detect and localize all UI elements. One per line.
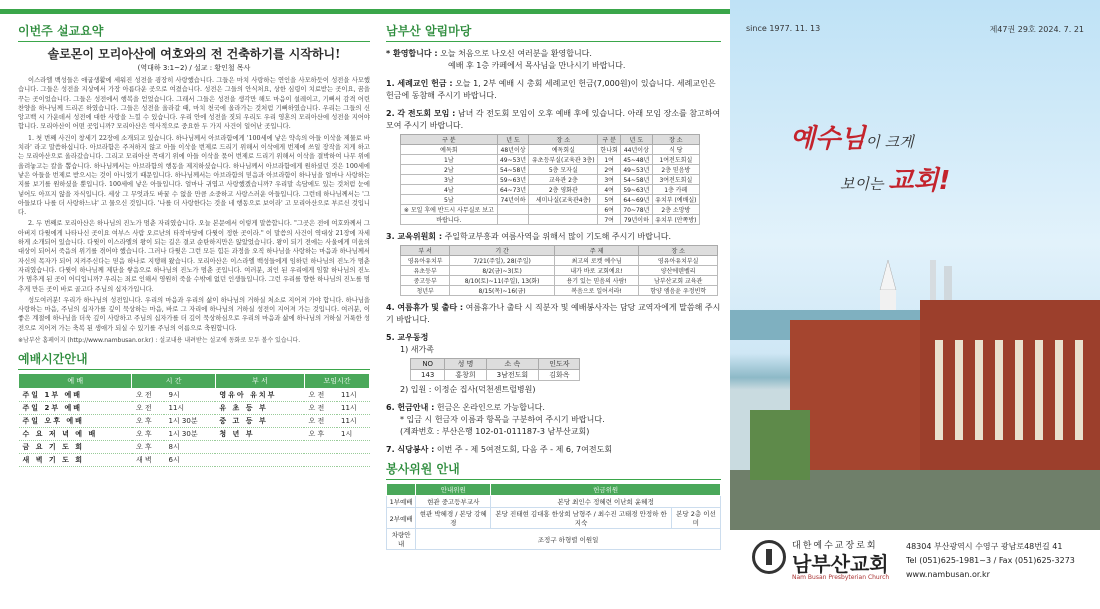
service-table xyxy=(386,483,721,550)
table-cell: 54~58년 xyxy=(621,175,653,185)
service-section-title: 봉사위원 안내 xyxy=(386,460,721,480)
table-cell: 79년이하 xyxy=(621,215,653,225)
item-heading: 1. 세례교인 헌금 : xyxy=(386,79,453,88)
table-cell xyxy=(497,215,529,225)
table-cell: 1시 xyxy=(337,428,369,441)
table-cell: 중고등부 xyxy=(401,276,450,286)
sermon-title: 솔로몬이 모리아산에 여호와의 전 건축하기를 시작하니! xyxy=(47,47,341,61)
table-cell xyxy=(215,441,304,454)
item-text: 이번 주 - 제 5여전도회, 다음 주 - 제 6, 7여전도회 xyxy=(436,445,613,454)
table-row xyxy=(401,155,700,165)
news-item-4 xyxy=(386,302,721,326)
table-header: 구 분 xyxy=(598,135,621,145)
table-row xyxy=(401,145,700,155)
sermon-para: 성도여러분! 우리가 하나님의 성전입니다. 우리의 마음과 우리의 삶이 하나님의 거하실 처소로 지어져 가야 합니다. 하나님을 사랑하는 마음, 주님의 십자가를 깊이 묵상하는 마음, 바로 그 자리에 하나님의 거하실 성전이 지어져 가는 것입니다. 여러분, 이 좋은 계절에 하나님을 더욱 깊이 사랑하고 주님의 십자가를 더 깊이 묵상하심으로 우리의 마음과 삶에 하나님의 거하실 거룩한 성전으로 지어져 가는 축복 된 생애가 되실 수 있기를 주님의 이름으로 축원합니다. xyxy=(18,296,370,332)
sermon-para: 이스라엘 백성들은 애굽생활에 세워진 성전을 굉장히 사랑했습니다. 그들은 마치 사랑하는 연인을 사모하듯이 성전을 사모했습니다. 그들은 성전을 지상에서 가장 아름다운 곳으로 여겼습니다. 성전은 그들의 안식처요, 상한 심령이 치료받는 곳이요, 꿈을 꾸는 곳이었습니다. 그들은 성전에서 행복을 얻었습니다. 그래서 그들은 성전을 생각만 해도 마음이 설레이고, 기뻐서 감격 어린 찬양을 하나님께 드리곤 하였습니다. 그들은 성전을 올라갈 때, 마치 천국에 올라가는 것처럼 기뻐하였습니다. 우리는 그들의 신앙고백 시 가운데서 성전에 대한 사랑을 느낄 수 있습니다. 우리 안에 성전을 짓되 우리도 우리 영혼의 모리아산에 성전을 지어야 합니다. 모리아산이 어떤 곳입니까? 모리아산은 역사적으로 중요한 두 가지 사건이 일어난 곳입니다. xyxy=(18,77,370,131)
slogan-line-1 xyxy=(790,118,914,155)
table-cell: 영유아유치부 xyxy=(401,256,450,266)
table-cell: 3남전도회 xyxy=(486,370,539,381)
table-row xyxy=(387,496,721,508)
table-cell: 세미나실(교육관4층) xyxy=(529,195,598,205)
table-cell: 식 당 xyxy=(652,145,699,155)
table-row xyxy=(401,256,718,266)
item-heading: 5. 교우동정 xyxy=(386,333,429,342)
table-cell: 3여전도회실 xyxy=(652,175,699,185)
table-row xyxy=(19,428,370,441)
table-cell: 예독회 xyxy=(401,145,498,155)
table-cell: 9시 xyxy=(164,389,215,402)
table-cell: 1층 카페 xyxy=(652,185,699,195)
table-cell xyxy=(529,205,598,215)
table-cell: 8/10(토)~11(주일), 13(화) xyxy=(450,276,555,286)
table-cell: 영유아 유치부 xyxy=(215,389,304,402)
table-cell: 2부예배 xyxy=(387,508,416,529)
table-cell xyxy=(337,441,369,454)
table-cell: 54~58년 xyxy=(497,165,529,175)
item-heading: 6. 헌금안내 : xyxy=(386,403,435,412)
table-cell: 6여 xyxy=(598,205,621,215)
table-cell: 오 전 xyxy=(304,389,337,402)
table-header: 부 서 xyxy=(215,374,304,389)
table-cell: 74년이하 xyxy=(497,195,529,205)
table-cell xyxy=(529,215,598,225)
table-cell: 1남 xyxy=(401,155,498,165)
table-cell: 유초등부 xyxy=(401,266,450,276)
table-cell: 11시 xyxy=(337,389,369,402)
table-cell: 5여 xyxy=(598,195,621,205)
table-row xyxy=(19,441,370,454)
table-header: 부 서 xyxy=(401,246,450,256)
table-cell xyxy=(215,454,304,467)
table-cell: 5남 xyxy=(401,195,498,205)
table-cell: 7여 xyxy=(598,215,621,225)
center-column xyxy=(386,22,721,602)
news-item-6 xyxy=(386,402,721,438)
table-cell: 1시 30분 xyxy=(164,428,215,441)
item-heading: 2. 각 전도회 모임 : xyxy=(386,109,456,118)
table-header: 소 속 xyxy=(486,359,539,370)
sermon-section-title: 이번주 설교요약 xyxy=(18,22,370,42)
item-text: * 입금 시 헌금자 이름과 항목을 구분하여 주시기 바랍니다. xyxy=(400,415,605,424)
table-cell: 새 벽 xyxy=(132,454,165,467)
table-cell: 유초등부실(교육관 3층) xyxy=(529,155,598,165)
table-cell: 4남 xyxy=(401,185,498,195)
table-header: 예 배 xyxy=(19,374,132,389)
table-cell: 3여 xyxy=(598,175,621,185)
table-row xyxy=(401,205,700,215)
table-row xyxy=(19,415,370,428)
table-cell: 7/21(주일), 28(주일) xyxy=(450,256,555,266)
table-cell: ※ 모일 후에 반드시 사무실로 보고 xyxy=(401,205,498,215)
table-cell: 64~69년 xyxy=(621,195,653,205)
slogan-part: 예수님 xyxy=(790,124,866,154)
table-cell: 남부산교회 교육관 xyxy=(639,276,718,286)
table-cell: 유치부 (안쪽방) xyxy=(652,215,699,225)
table-row xyxy=(387,529,721,550)
news-item-3 xyxy=(386,231,721,243)
table-cell: 11시 xyxy=(337,415,369,428)
table-cell: 최고의 로켓 예수님 xyxy=(554,256,639,266)
slogan-part: 교회! xyxy=(888,166,951,196)
church-building-illustration xyxy=(730,260,1100,530)
table-cell: 영유아유치부실 xyxy=(639,256,718,266)
slogan-part: 보이는 xyxy=(840,175,889,193)
table-cell: 오 후 xyxy=(132,441,165,454)
church-name: 남부산교회 xyxy=(792,552,889,576)
item-text: (계좌번호 : 부산은행 102-01-011187-3 남부산교회) xyxy=(400,427,590,436)
table-cell: 1부예배 xyxy=(387,496,416,508)
website-link[interactable]: www.nambusan.or.kr xyxy=(906,570,990,579)
table-cell: 2남 xyxy=(401,165,498,175)
item-text: 여름휴가나 출타 시 직분자 및 예배봉사자는 담당 교역자에게 말씀해 주시기 바랍니다. xyxy=(386,303,721,324)
table-cell: 바랍니다. xyxy=(401,215,498,225)
table-cell: 예독회실 xyxy=(529,145,598,155)
summer-program-table xyxy=(400,245,718,296)
news-item-1 xyxy=(386,78,721,102)
table-cell: 5층 모자실 xyxy=(529,165,598,175)
table-cell xyxy=(304,454,337,467)
table-cell: 오 전 xyxy=(132,389,165,402)
table-cell: 내가 바로 교회예요! xyxy=(554,266,639,276)
table-row xyxy=(19,454,370,467)
item-heading: 3. 교육위원회 : xyxy=(386,232,443,241)
news-item-5 xyxy=(386,332,721,356)
table-cell: 중 고 등 부 xyxy=(215,415,304,428)
worship-table xyxy=(18,373,370,467)
table-row xyxy=(401,215,700,225)
welcome-item xyxy=(386,48,721,72)
table-cell: 수 요 저 녁 예 배 xyxy=(19,428,132,441)
table-header: 시 간 xyxy=(132,374,215,389)
table-cell: 8시 xyxy=(164,441,215,454)
table-cell: 70~78년 xyxy=(621,205,653,215)
table-header: 년 도 xyxy=(497,135,529,145)
table-cell: 홍창희 xyxy=(445,370,486,381)
item-text: 오늘 1, 2부 예배 시 총회 세례교인 헌금(7,000원)이 있습니다. 세례교인은 헌금에 동참해 주시기 바랍니다. xyxy=(386,79,716,100)
table-cell: 59~63년 xyxy=(497,175,529,185)
item-text: 예배 후 1층 카페에서 목사님을 만나시기 바랍니다. xyxy=(448,61,626,70)
sermon-body xyxy=(18,76,370,333)
table-cell xyxy=(337,454,369,467)
table-header: 년 도 xyxy=(621,135,653,145)
item-text: 헌금은 온라인으로 가능합니다. xyxy=(436,403,545,412)
table-cell: 오 전 xyxy=(132,402,165,415)
table-cell: 2층 믿음방 xyxy=(652,165,699,175)
church-footer xyxy=(730,530,1100,609)
item-heading: * 환영합니다 : xyxy=(386,49,438,58)
table-cell xyxy=(497,205,529,215)
table-cell: 현관 중고등부교사 xyxy=(416,496,491,508)
table-cell: 2층 소망방 xyxy=(652,205,699,215)
table-header xyxy=(387,484,416,496)
denomination: 대한예수교장로회 xyxy=(792,541,878,551)
table-header: 안내위원 xyxy=(416,484,491,496)
table-cell: 본당 최인수 정혜련 이난희 윤혜정 xyxy=(491,496,721,508)
item-text: 주일학교부흥과 여름사역을 위해서 많이 기도해 주시기 바랍니다. xyxy=(444,232,672,241)
table-cell: 1시 30분 xyxy=(164,415,215,428)
table-row xyxy=(401,165,700,175)
table-cell: 59~63년 xyxy=(621,185,653,195)
worship-section-title: 예배시간안내 xyxy=(18,350,370,370)
table-header: NO xyxy=(411,359,445,370)
table-cell: 차량안내 xyxy=(387,529,416,550)
cover-panel xyxy=(730,0,1100,609)
table-row xyxy=(401,175,700,185)
slogan-line-2 xyxy=(840,160,950,197)
issue-number: 제47권 29호 2024. 7. 21 xyxy=(989,25,1084,34)
table-cell: 본당 2층 이선미 xyxy=(671,508,720,529)
table-cell: 주일 1부 예배 xyxy=(19,389,132,402)
table-cell: 4여 xyxy=(598,185,621,195)
table-cell: 6시 xyxy=(164,454,215,467)
new-member-table xyxy=(410,358,580,381)
table-cell: 11시 xyxy=(164,402,215,415)
table-cell: 용기 있는 믿음의 사람! xyxy=(554,276,639,286)
sermon-scripture: (역대하 3:1~2) / 설교 : 황인철 목사 xyxy=(137,64,251,72)
table-cell: 49~53년 xyxy=(497,155,529,165)
table-cell: 복음으로 일어서라! xyxy=(554,286,639,296)
news-item-7 xyxy=(386,444,721,456)
table-cell: 청 년 부 xyxy=(215,428,304,441)
table-cell: 45~48년 xyxy=(621,155,653,165)
top-green-bar xyxy=(0,0,730,14)
table-cell xyxy=(304,441,337,454)
table-cell: 48년이상 xyxy=(497,145,529,155)
table-cell: 49~53년 xyxy=(621,165,653,175)
news-section-title: 남부산 알림마당 xyxy=(386,22,721,42)
sermon-para: 1. 첫 번째 사건이 창세기 22장에 소개되고 있습니다. 하나님께서 아브라함에게 '100세에 낳은 약속의 아들 이삭을 제물로 바치라' 라고 말씀하십니다. 아브라함은 주저하지 않고 아들 이삭을 번제로 드리기 위해서 이삭에게 번제에 쓰일 장작을 지게 하고는 모리아산으로 올라갔습니다. 그리고 모리아산 꼭대기 위에 아들 이삭을 묶어 번제로 드리기 위해서 이삭을 결박하여 나무 위에 올려놓고는 칼을 뽑습니다. 하나님께서는 아브라함의 행동을 제지하셨습니다. 하나님께서 아브라함에게 원하셨던 것은 100세에 낳은 아들을 번제로 받으시는 것이 아니었기 때문입니다. 하나님께서는 아브라함의 믿음과 아브라함이 하나님을 얼마나 사랑하는지를 보기를 원하셨을 뿐입니다. 100세에 낳은 아들입니다. 얼마나 귀엽고 사랑했겠습니까? 우리말 속담에도 있는 것처럼 눈에 넣어도 아프지 않을 자식입니다. 세상 그 무엇과도 바꿀 수 없을 만큼 소중하고 사랑스러운 아들입니다. 그런데 하나님께서는 '그 아들보다 나를 더 사랑하느냐' 고 물으신 것입니다. '나를 더 사랑한다는 것을 네 행동으로 보이라' 고 모리아산으로 부르신 것입니다. xyxy=(18,134,370,217)
left-column xyxy=(18,22,370,602)
table-cell: 11시 xyxy=(337,402,369,415)
item-heading: 4. 여름휴가 및 출타 : xyxy=(386,303,464,312)
table-header: 성 명 xyxy=(445,359,486,370)
hospital-item: 2) 입원 : 이정순 집사(덕천센트럴병원) xyxy=(400,385,536,394)
table-cell: 새 벽 기 도 회 xyxy=(19,454,132,467)
phone: Tel (051)625-1981~3 / Fax (051)625-3273 xyxy=(906,556,1075,565)
homepage-note: ※남부산 홈페이지 (http://www.nambusan.or.kr) : 설교내용 내려받는 설교에 동화로 모두 볼수 있습니다. xyxy=(18,337,301,345)
table-cell: 오 후 xyxy=(304,428,337,441)
table-cell: 한나회 xyxy=(598,145,621,155)
sermon-para: 2. 두 번째로 모리아산은 하나님의 진노가 멈춘 자리였습니다. 오늘 본문에서 이렇게 말씀합니다. "그곳은 전에 여호와께서 그 아버지 다윗에게 나타나신 곳이요 여부스 사람 오르난의 타작마당에 다윗이 정한 곳이라." 이 말씀의 사건이 역대상 21장에 자세하게 소개되어 있습니다. 다윗이 이스라엘의 왕이 되는 길은 결코 순탄하지만은 않았었습니다. 왕이 되기 전에는 사울에게 미움의 대상이 되어서 죽음의 위기를 겪어야 했습니다. 그러나 다윗은 그런 모든 힘든 과정을 오직 하나님을 사랑하는 마음과 하나님께서 자신의 목자가 되어 지켜주신다는 믿음 하나로 지탱해 왔습니다. 모리아산은 이스라엘 백성들에게 임하던 하나님의 진노가 멈춘 자리였습니다. 다윗이 하나님께 제단을 쌓음으로 하나님의 진노가 멈춘 곳입니다. 여러분, 죄인 된 우리에게 임할 하나님의 진노가 멈추게 된 곳이 어디입니까? 우리는 죄로 인해서 영원히 죽을 수밖에 없던 인생들입니다. 그런 우리를 향한 하나님의 진노를 멈추게 만든 곳이 바로 골고다 주님의 십자가입니다. xyxy=(18,220,370,293)
table-cell: 3남 xyxy=(401,175,498,185)
church-contact xyxy=(906,540,1075,582)
table-cell: 교육관 2층 xyxy=(529,175,598,185)
table-cell: 1여전도회실 xyxy=(652,155,699,165)
table-row xyxy=(19,402,370,415)
table-header: 인도자 xyxy=(539,359,580,370)
table-cell: 오 후 xyxy=(132,415,165,428)
table-cell: 1여 xyxy=(598,155,621,165)
table-cell: 2층 영화관 xyxy=(529,185,598,195)
table-cell: 조정구 하형렬 이원일 xyxy=(416,529,721,550)
table-cell: 양산에덴벨리 xyxy=(639,266,718,276)
table-cell: 143 xyxy=(411,370,445,381)
news-item-2 xyxy=(386,108,721,132)
table-header: 장 소 xyxy=(652,135,699,145)
table-cell: 8/15(목)~16(금) xyxy=(450,286,555,296)
table-cell: 함양 엠음윤 우정빈학 xyxy=(639,286,718,296)
item-text: 남녀 각 전도회 모임이 오후 예배 후에 있습니다. 아래 모임 장소를 참고하여 모여 주시기 바랍니다. xyxy=(386,109,721,130)
slogan-part: 이 크게 xyxy=(865,133,914,151)
table-cell: 오 전 xyxy=(304,415,337,428)
table-row xyxy=(387,508,721,529)
since-date: since 1977. 11. 13 xyxy=(746,24,821,33)
table-cell: 8/2(금)~3(토) xyxy=(450,266,555,276)
table-row xyxy=(401,286,718,296)
table-header: 구 분 xyxy=(401,135,498,145)
table-cell: 청년부 xyxy=(401,286,450,296)
table-cell: 김화옥 xyxy=(539,370,580,381)
church-logo-icon xyxy=(752,540,786,574)
table-cell: 오 전 xyxy=(304,402,337,415)
table-header: 모임시간 xyxy=(304,374,369,389)
table-cell: 유 초 등 부 xyxy=(215,402,304,415)
table-cell: 금 요 기 도 회 xyxy=(19,441,132,454)
table-cell: 주일 2부 예배 xyxy=(19,402,132,415)
table-cell: 주일 오후 예배 xyxy=(19,415,132,428)
table-row xyxy=(19,389,370,402)
address: 48304 부산광역시 수영구 광남로48번길 41 xyxy=(906,542,1063,551)
fellowship-meeting-table xyxy=(400,134,700,225)
table-cell: 2여 xyxy=(598,165,621,175)
table-header: 장 소 xyxy=(639,246,718,256)
table-header: 장 소 xyxy=(529,135,598,145)
table-cell: 본당 진태현 김대홍 한상희 남형주 / 최수진 고태경 안정하 한지숙 xyxy=(491,508,672,529)
table-header: 주 제 xyxy=(554,246,639,256)
table-row xyxy=(401,195,700,205)
church-name-english: Nam Busan Presbyterian Church xyxy=(792,574,890,581)
item-text: 1) 새가족 xyxy=(400,345,434,354)
table-cell: 오 후 xyxy=(132,428,165,441)
item-heading: 7. 식당봉사 : xyxy=(386,445,435,454)
table-cell: 현관 박혜경 / 본당 강혜경 xyxy=(416,508,491,529)
table-row xyxy=(401,276,718,286)
table-header: 기 간 xyxy=(450,246,555,256)
table-row xyxy=(401,185,700,195)
table-cell: 44년이상 xyxy=(621,145,653,155)
item-text: 오늘 처음으로 나오신 여러분을 환영합니다. xyxy=(440,49,592,58)
table-row xyxy=(401,266,718,276)
table-cell: 유치부 (예배실) xyxy=(652,195,699,205)
table-cell: 64~73년 xyxy=(497,185,529,195)
table-header: 헌금위원 xyxy=(491,484,721,496)
